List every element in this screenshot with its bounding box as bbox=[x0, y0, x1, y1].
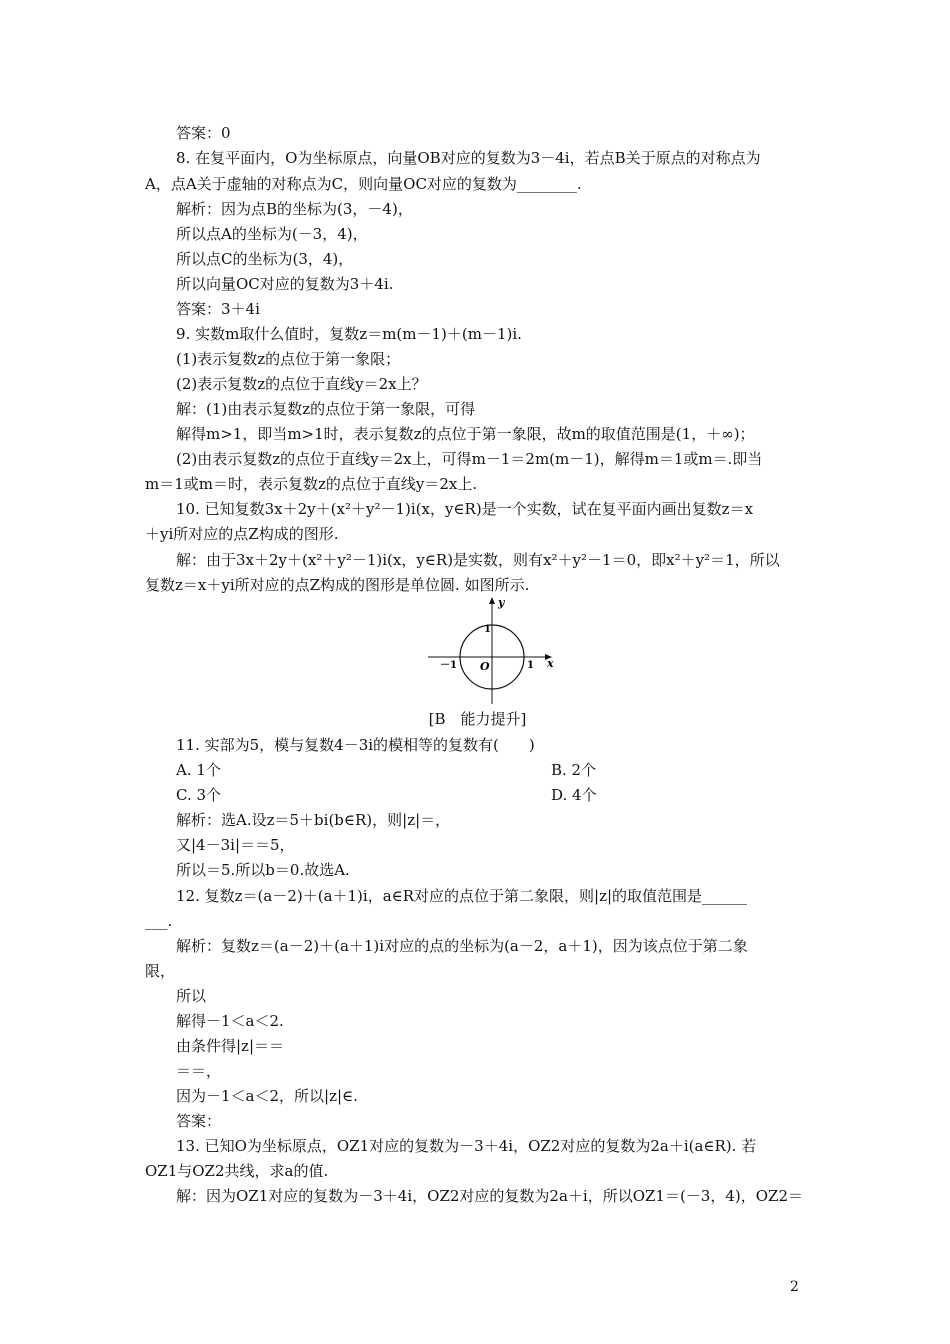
text-line: ___. bbox=[145, 912, 173, 930]
text-line: ＋yi所对应的点Z构成的图形. bbox=[145, 525, 339, 543]
text-line: 所以点C的坐标为(3，4)， bbox=[176, 250, 354, 268]
text-line: 8. 在复平面内，O为坐标原点，向量OB对应的复数为3－4i，若点B关于原点的对称点为 bbox=[176, 149, 761, 167]
text-line: 限， bbox=[145, 962, 176, 980]
origin-label: O bbox=[480, 660, 490, 673]
unit-circle-figure bbox=[426, 594, 558, 706]
x-neg-tick-label: －1 bbox=[440, 660, 457, 671]
page-number: 2 bbox=[790, 1279, 799, 1295]
option-b: B. 2个 bbox=[551, 761, 597, 779]
text-line: 解：由于3x＋2y＋(x²＋y²－1)i(x，y∈R)是实数，则有x²＋y²－1＝0，即x²＋y²＝1，所以 bbox=[176, 551, 780, 569]
text-line: (2)由表示复数z的点位于直线y＝2x上，可得m－1＝2m(m－1)，解得m＝1或m＝.即当 bbox=[176, 450, 763, 468]
text-line: 解析：选A.设z＝5＋bi(b∈R)，则|z|＝， bbox=[176, 811, 451, 829]
section-title: [B 能力提升] bbox=[428, 710, 527, 728]
text-line: (1)表示复数z的点位于第一象限； bbox=[176, 350, 401, 368]
text-line: 解得m>1，即当m>1时，表示复数z的点位于第一象限，故m的取值范围是(1，＋∞)； bbox=[176, 425, 755, 443]
text-line: 解析：因为点B的坐标为(3，－4)， bbox=[176, 200, 413, 218]
text-line: 所以＝5.所以b＝0.故选A. bbox=[176, 861, 350, 879]
text-line: 解析：复数z＝(a－2)＋(a＋1)i对应的点的坐标为(a－2，a＋1)，因为该点位于第二象 bbox=[176, 937, 748, 955]
question-stem: 11. 实部为5，模与复数4－3i的模相等的复数有( ) bbox=[176, 736, 535, 754]
text-line: 答案：0 bbox=[176, 124, 231, 142]
option-d: D. 4个 bbox=[551, 786, 597, 804]
text-line: 由条件得|z|＝＝ bbox=[176, 1037, 285, 1055]
y-axis-label: y bbox=[498, 596, 505, 609]
text-line: 解得－1＜a＜2. bbox=[176, 1012, 284, 1030]
text-line: 所以点A的坐标为(－3，4)， bbox=[176, 225, 368, 243]
x-tick-label: 1 bbox=[527, 660, 534, 671]
option-c: C. 3个 bbox=[176, 786, 222, 804]
text-line: 因为－1＜a＜2，所以|z|∈. bbox=[176, 1087, 358, 1105]
text-line: 12. 复数z＝(a－2)＋(a＋1)i，a∈R对应的点位于第二象限，则|z|的取值范围是______ bbox=[176, 887, 748, 905]
text-line: 又|4－3i|＝＝5， bbox=[176, 836, 295, 854]
x-axis-label: x bbox=[547, 657, 554, 670]
text-line: 复数z＝x＋yi所对应的点Z构成的图形是单位圆. 如图所示. bbox=[145, 576, 530, 594]
text-line: 10. 已知复数3x＋2y＋(x²＋y²－1)i(x，y∈R)是一个实数，试在复平面内画出复数z＝x bbox=[176, 500, 754, 518]
text-line: 解：因为OZ1对应的复数为－3＋4i，OZ2对应的复数为2a＋i，所以OZ1＝(－3，4)，OZ2＝ bbox=[176, 1187, 804, 1205]
text-line: 13. 已知O为坐标原点，OZ1对应的复数为－3＋4i，OZ2对应的复数为2a＋i(a∈R). 若 bbox=[176, 1137, 757, 1155]
text-line: A，点A关于虚轴的对称点为C，则向量OC对应的复数为________. bbox=[145, 175, 582, 193]
y-axis-arrow bbox=[489, 597, 495, 604]
text-line: 解：(1)由表示复数z的点位于第一象限，可得 bbox=[176, 400, 476, 418]
text-line: m＝1或m＝时，表示复数z的点位于直线y＝2x上. bbox=[145, 475, 478, 493]
option-a: A. 1个 bbox=[176, 761, 221, 779]
text-line: 所以向量OC对应的复数为3＋4i. bbox=[176, 275, 394, 293]
text-line: 答案： bbox=[176, 1112, 222, 1130]
text-line: ＝＝， bbox=[176, 1062, 222, 1080]
text-line: (2)表示复数z的点位于直线y＝2x上？ bbox=[176, 375, 427, 393]
text-line: 9. 实数m取什么值时，复数z＝m(m－1)＋(m－1)i. bbox=[176, 325, 522, 343]
y-tick-label: 1 bbox=[484, 624, 491, 635]
text-line: 答案：3＋4i bbox=[176, 300, 260, 318]
text-line: OZ1与OZ2共线，求a的值. bbox=[145, 1162, 329, 1180]
text-line: 所以 bbox=[176, 987, 207, 1005]
